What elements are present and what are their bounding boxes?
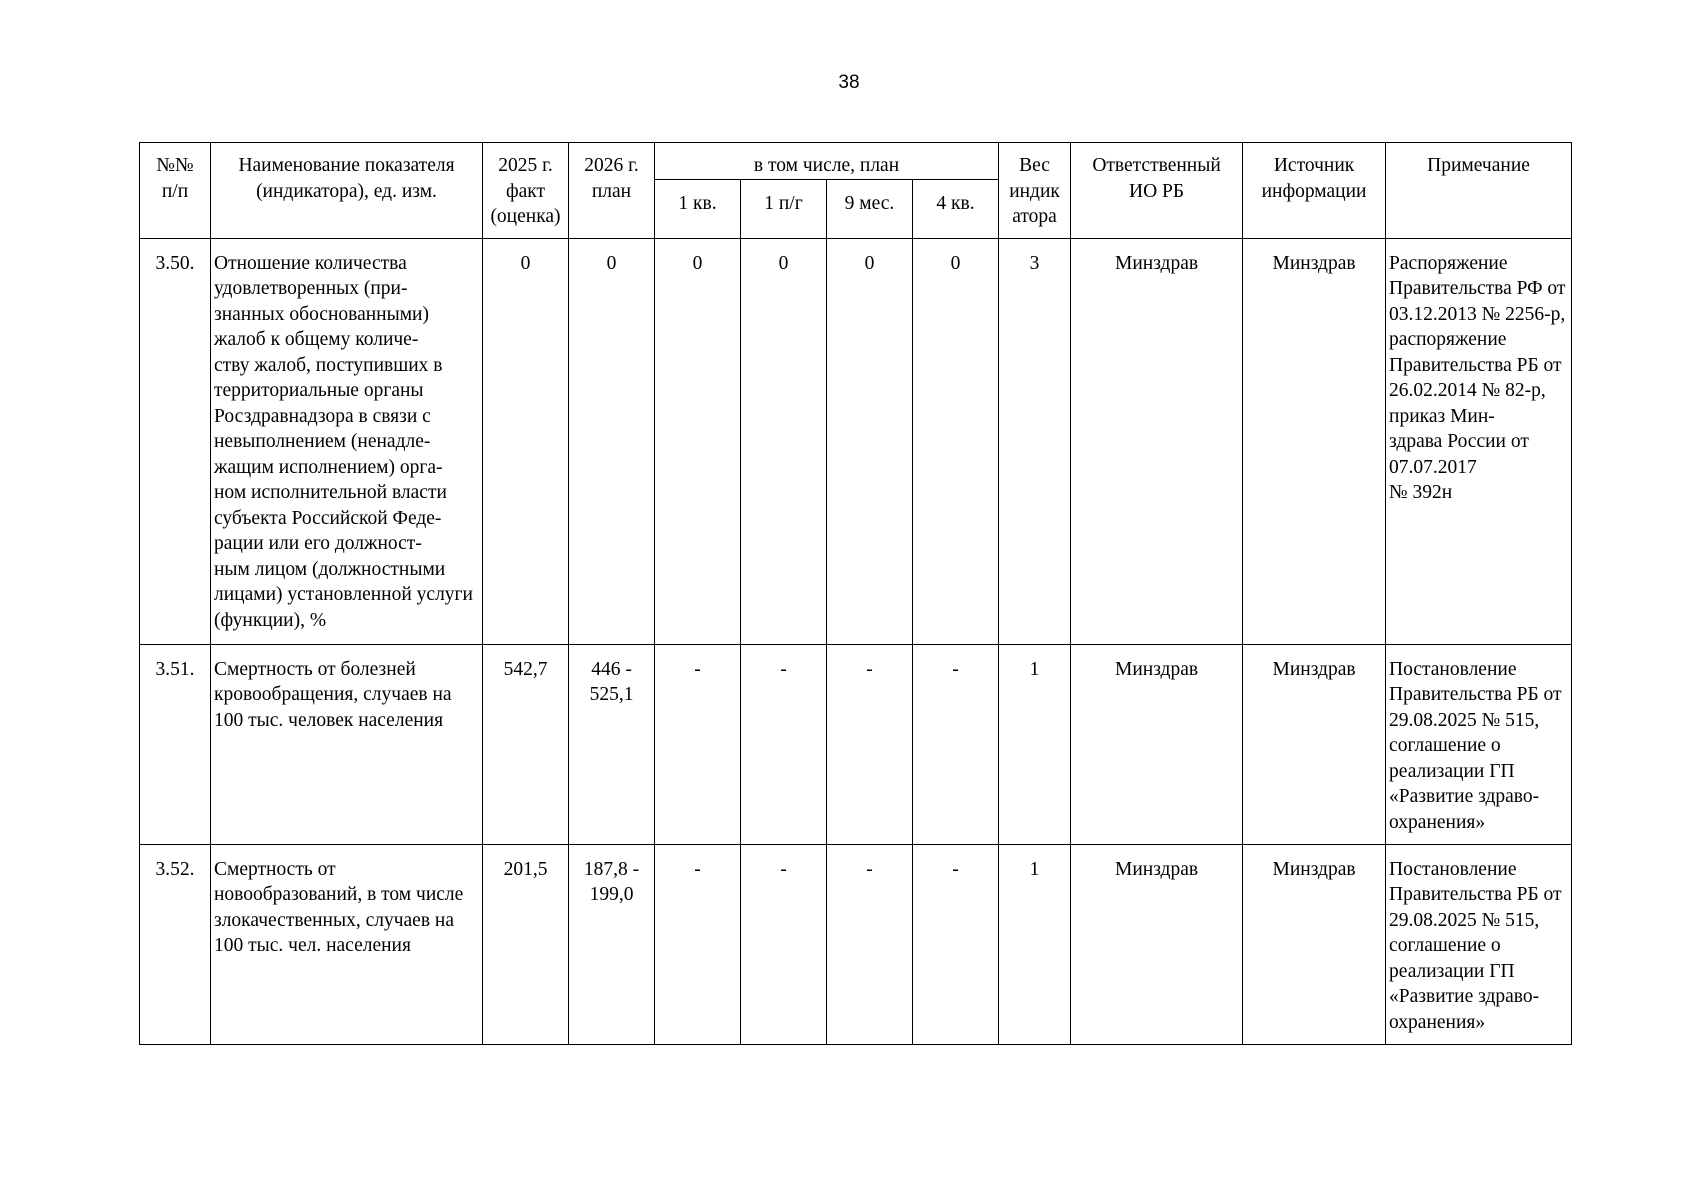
table-header xyxy=(140,143,1572,239)
9-months-value: - xyxy=(827,844,913,1044)
q4-value: - xyxy=(913,844,999,1044)
indicators-table xyxy=(139,142,1572,1045)
header-half-year: 1 п/г xyxy=(741,179,827,238)
half-year-value: - xyxy=(741,644,827,844)
weight-value: 1 xyxy=(999,644,1071,844)
note-value: Постановление Правительства РБ от 29.08.2025 № 515, соглашение о реализации ГП «Развитие здраво- охранения» xyxy=(1386,644,1572,844)
header-indicator-weight: Вес индик атора xyxy=(999,143,1071,239)
header-fact-2025: 2025 г. факт (оценка) xyxy=(483,143,569,239)
note-value: Постановление Правительства РБ от 29.08.2025 № 515, соглашение о реализации ГП «Развитие здраво- охранения» xyxy=(1386,844,1572,1044)
fact-2025-value: 201,5 xyxy=(483,844,569,1044)
q1-value: - xyxy=(655,844,741,1044)
weight-value: 1 xyxy=(999,844,1071,1044)
plan-2026-value: 446 - 525,1 xyxy=(569,644,655,844)
header-note: Примечание xyxy=(1386,143,1572,239)
q4-value: 0 xyxy=(913,238,999,644)
header-num: №№ п/п xyxy=(140,143,211,239)
half-year-value: - xyxy=(741,844,827,1044)
q1-value: - xyxy=(655,644,741,844)
indicator-name: Смертность от новообразований, в том числе злокачественных, случаев на 100 тыс. чел. населения xyxy=(211,844,483,1044)
source-value: Минздрав xyxy=(1243,644,1386,844)
indicator-name: Смертность от болезней кровообращения, случаев на 100 тыс. человек населения xyxy=(211,644,483,844)
header-including-plan: в том числе, план xyxy=(655,143,999,180)
header-indicator-name: Наименование показателя (индикатора), ед. изм. xyxy=(211,143,483,239)
row-number: 3.51. xyxy=(140,644,211,844)
fact-2025-value: 0 xyxy=(483,238,569,644)
header-q4: 4 кв. xyxy=(913,179,999,238)
source-value: Минздрав xyxy=(1243,238,1386,644)
q1-value: 0 xyxy=(655,238,741,644)
header-q1: 1 кв. xyxy=(655,179,741,238)
table-row xyxy=(140,844,1572,1044)
header-information-source: Источник информации xyxy=(1243,143,1386,239)
table-row xyxy=(140,238,1572,644)
indicator-name: Отношение количества удовлетворенных (при- знанных обоснованными) жалоб к общему количе- ству жалоб, поступивших в территориальные органы Росздравнадзора в связи с невыполнением (ненадле- жащим исполнением) орга- ном исполнительной власти субъекта Российской Феде- рации или его должност- ным лицом (должностными лицами) установленной услуги (функции), % xyxy=(211,238,483,644)
q4-value: - xyxy=(913,644,999,844)
responsible-value: Минздрав xyxy=(1071,644,1243,844)
responsible-value: Минздрав xyxy=(1071,238,1243,644)
page-number: 38 xyxy=(838,72,860,93)
plan-2026-value: 187,8 - 199,0 xyxy=(569,844,655,1044)
weight-value: 3 xyxy=(999,238,1071,644)
9-months-value: - xyxy=(827,644,913,844)
header-plan-2026: 2026 г. план xyxy=(569,143,655,239)
responsible-value: Минздрав xyxy=(1071,844,1243,1044)
fact-2025-value: 542,7 xyxy=(483,644,569,844)
row-number: 3.50. xyxy=(140,238,211,644)
row-number: 3.52. xyxy=(140,844,211,1044)
note-value: Распоряжение Правительства РФ от 03.12.2013 № 2256-р, распоряжение Правительства РБ от 26.02.2014 № 82-р, приказ Мин- здрава России от 07.07.2017 № 392н xyxy=(1386,238,1572,644)
9-months-value: 0 xyxy=(827,238,913,644)
plan-2026-value: 0 xyxy=(569,238,655,644)
source-value: Минздрав xyxy=(1243,844,1386,1044)
header-responsible: Ответственный ИО РБ xyxy=(1071,143,1243,239)
header-9-months: 9 мес. xyxy=(827,179,913,238)
half-year-value: 0 xyxy=(741,238,827,644)
table-row xyxy=(140,644,1572,844)
